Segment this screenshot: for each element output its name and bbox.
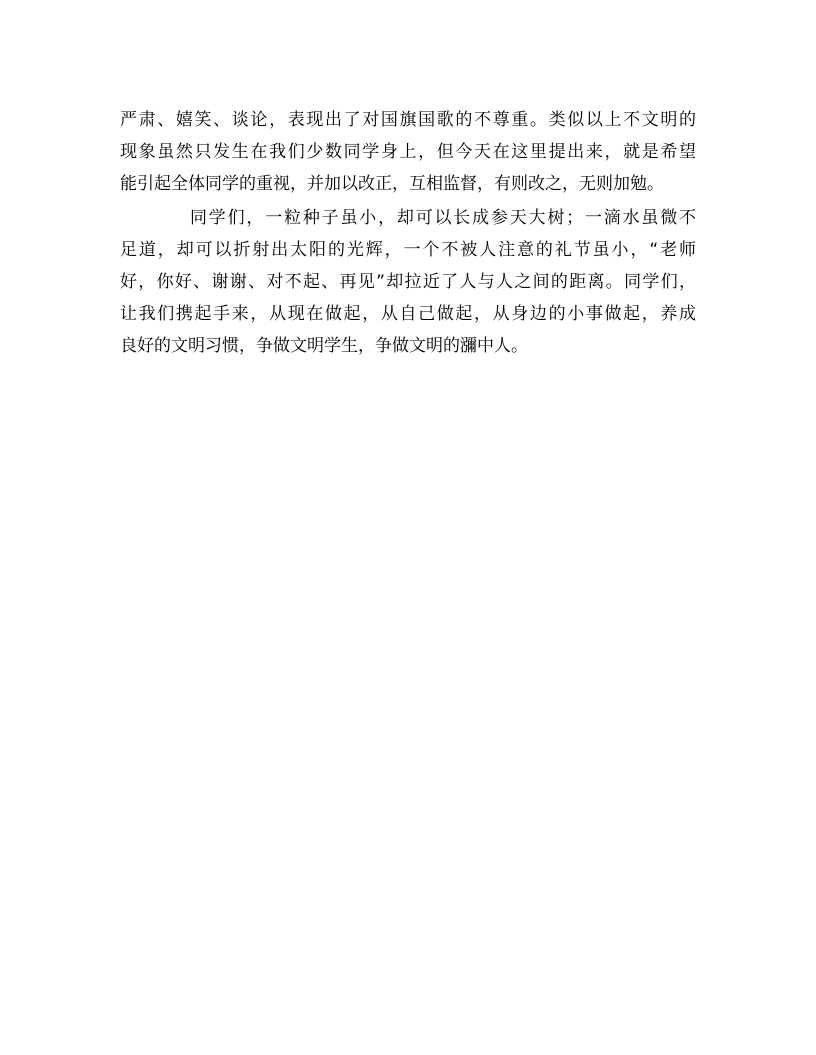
paragraph-line: 同学们，一粒种子虽小，却可以长成参天大树；一滴水虽微不 — [190, 208, 696, 228]
document-body — [120, 104, 696, 362]
paragraph-line: 足道，却可以折射出太阳的光辉，一个不被人注意的礼节虽小，“老师 — [120, 240, 696, 260]
paragraph-line: 严肃、嬉笑、谈论，表现出了对国旗国歌的不尊重。类似以上不文明的 — [120, 110, 696, 130]
paragraph-line: 好，你好、谢谢、对不起、再见”却拉近了人与人之间的距离。同学们， — [120, 272, 696, 292]
paragraph-line: 让我们携起手来，从现在做起，从自己做起，从身边的小事做起，养成 — [120, 304, 696, 324]
paragraph-line: 现象虽然只发生在我们少数同学身上，但今天在这里提出来，就是希望 — [120, 142, 696, 162]
paragraph-1 — [120, 104, 696, 200]
paragraph-2 — [120, 202, 696, 362]
paragraph-line: 能引起全体同学的重视，并加以改正，互相监督，有则改之，无则加勉。 — [120, 174, 664, 194]
paragraph-line: 良好的文明习惯，争做文明学生，争做文明的瀰中人。 — [120, 336, 528, 356]
